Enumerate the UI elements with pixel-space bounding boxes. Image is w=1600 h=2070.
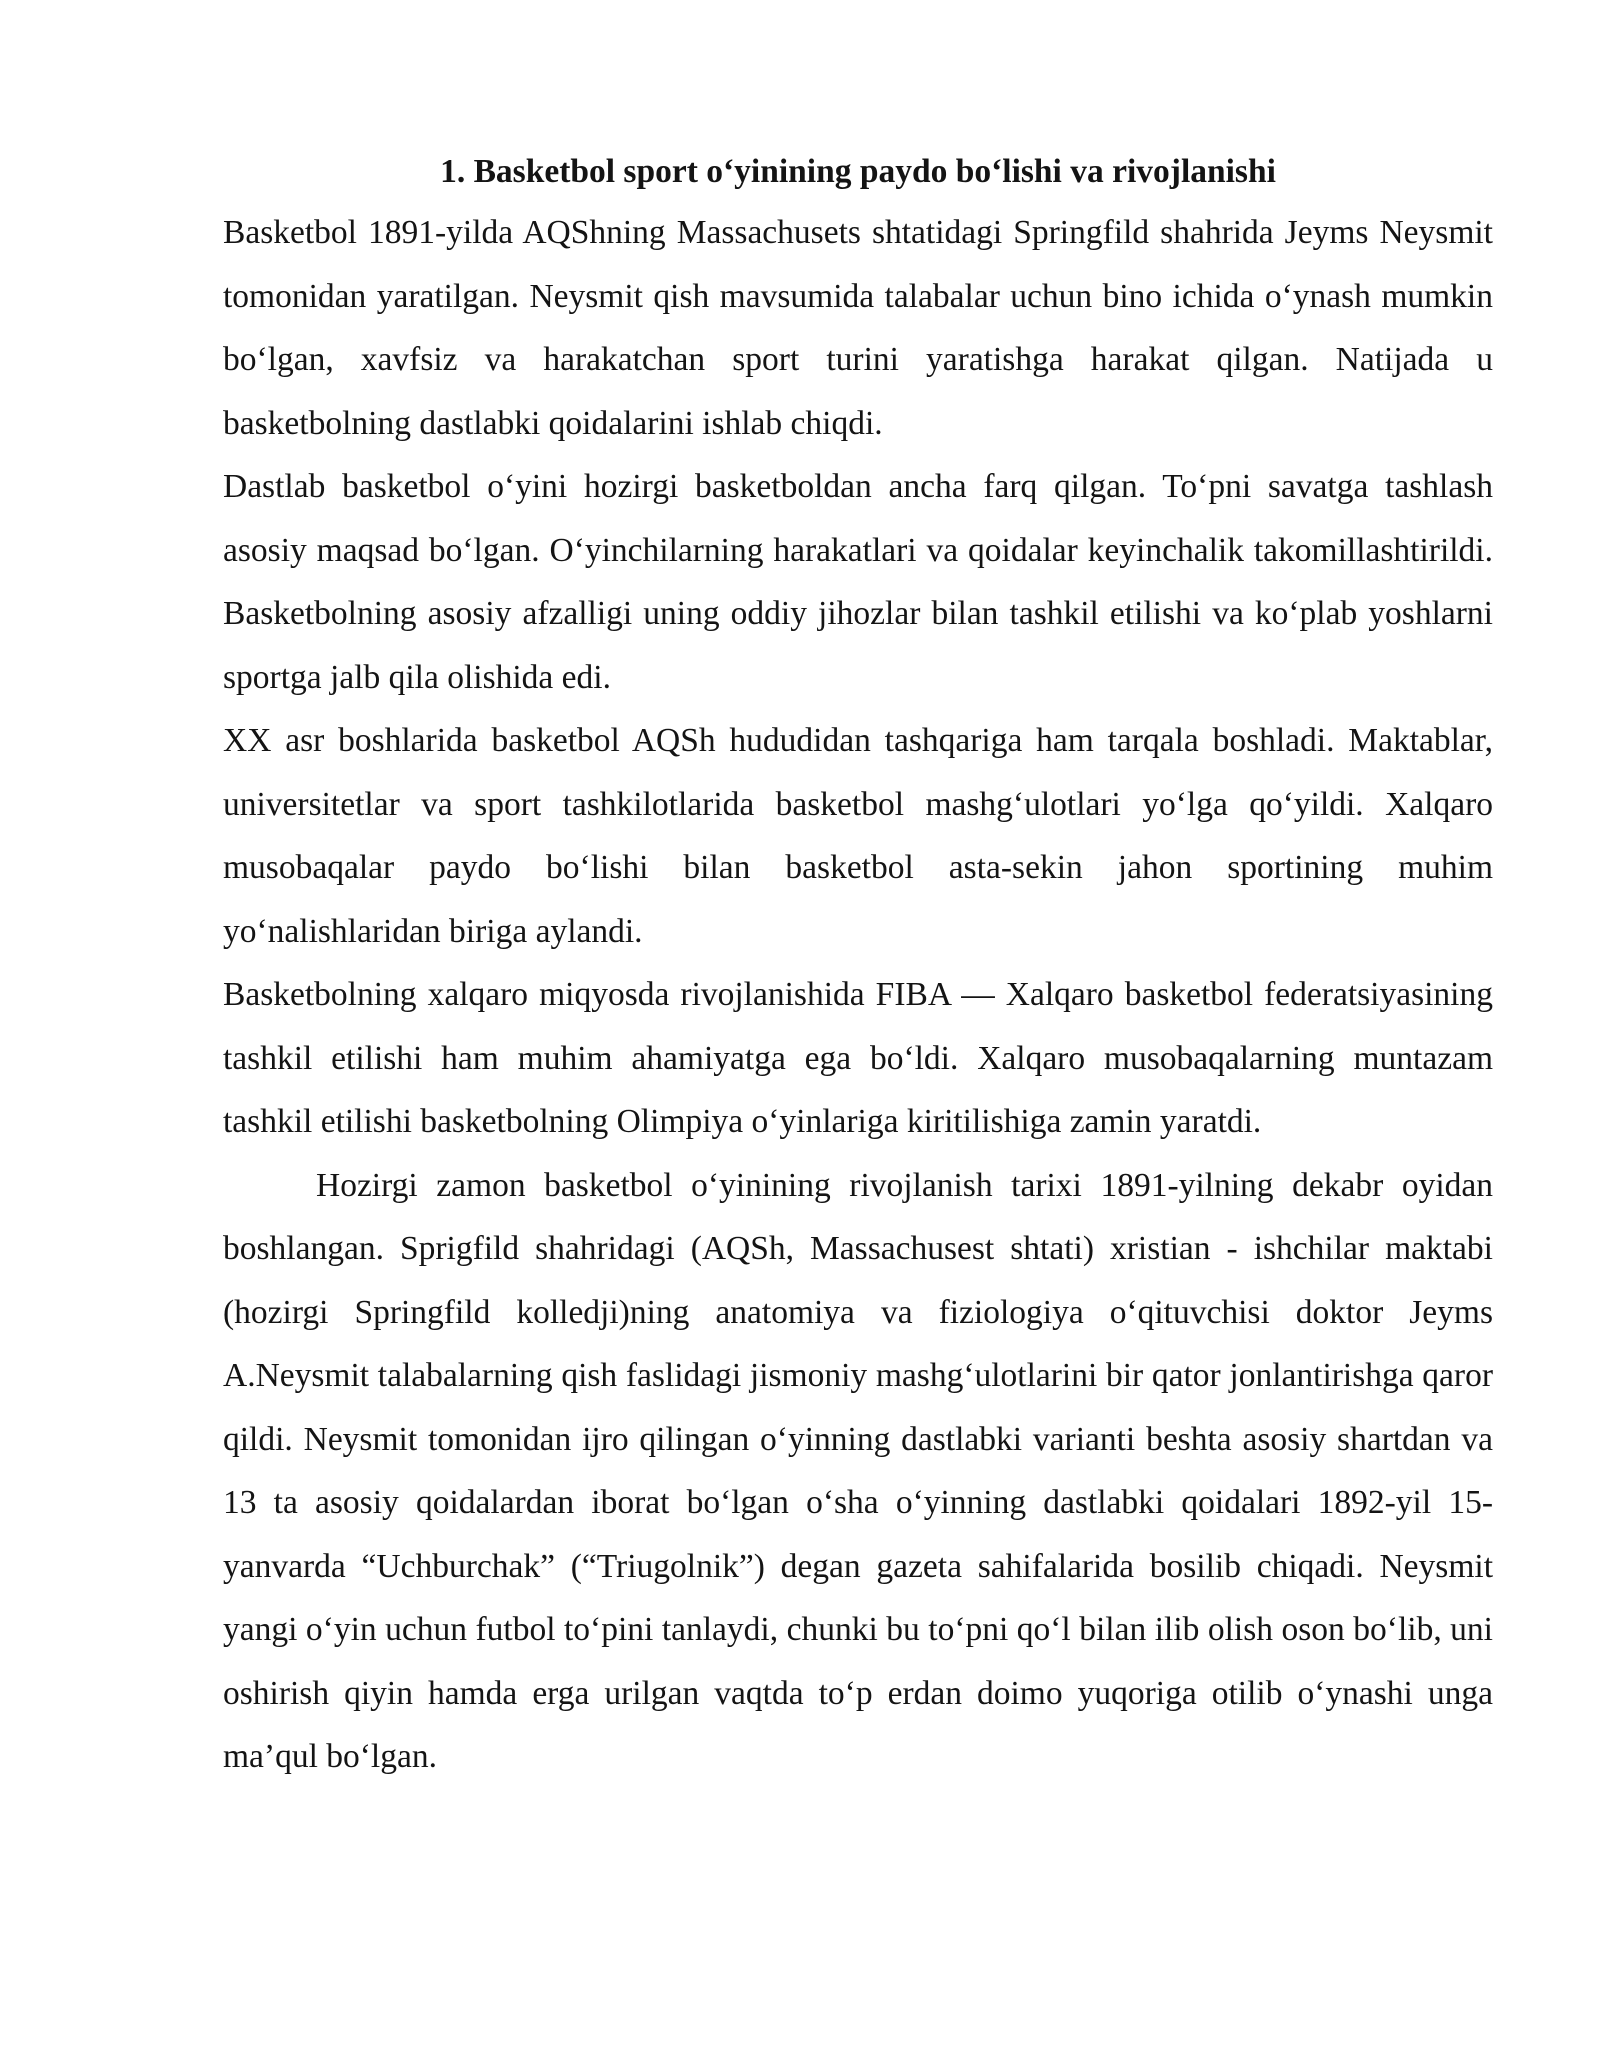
paragraph-early-rules: Dastlab basketbol o‘yini hozirgi basketboldan ancha farq qilgan. To‘pni savatga tashlash asosiy maqsad bo‘lgan. O‘yinchilarning harakatlari va qoidalar keyinchalik takomillashtirildi. Basketbolning asosiy afzalligi uning oddiy jihozlar bilan tashkil etilishi va ko‘plab yoshlarni sportga jalb qila olishida edi. [223,468,1493,696]
paragraph-origin: Basketbol 1891-yilda AQShning Massachusets shtatidagi Springfild shahrida Jeyms Neysmit tomonidan yaratilgan. Neysmit qish mavsumida talabalar uchun bino ichida o‘ynash mumkin bo‘lgan, xavfsiz va harakatchan sport turini yaratishga harakat qilgan. Natijada u basketbolning dastlabki qoidalarini ishlab chiqdi. [223,214,1493,442]
paragraph-fiba: Basketbolning xalqaro miqyosda rivojlanishida FIBA — Xalqaro basketbol federatsiyasining tashkil etilishi ham muhim ahamiyatga ega bo‘ldi. Xalqaro musobaqalarning muntazam tashkil etilishi basketbolning Olimpiya o‘yinlariga kiritilishiga zamin yaratdi. [223,976,1493,1140]
section-title: 1. Basketbol sport o‘yinining paydo bo‘lishi va rivojlanishi [440,153,1276,190]
paragraph-modern-history: Hozirgi zamon basketbol o‘yinining rivojlanish tarixi 1891-yilning dekabr oyidan boshlangan. Sprigfild shahridagi (AQSh, Massachusest shtati) xristian - ishchilar maktabi (hozirgi Springfild kolledji)ning anatomiya va fiziologiya o‘qituvchisi doktor Jeyms A.Neysmit talabalarning qish faslidagi jismoniy mashg‘ulotlarini bir qator jonlantirishga qaror qildi. Neysmit tomonidan ijro qilingan o‘yinning dastlabki varianti beshta asosiy shartdan va 13 ta asosiy qoidalardan iborat bo‘lgan o‘sha o‘yinning dastlabki qoidalari 1892-yil 15-yanvarda “Uchburchak” (“Triugolnik”) degan gazeta sahifalarida bosilib chiqadi. Neysmit yangi o‘yin uchun futbol to‘pini tanlaydi, chunki bu to‘pni qo‘l bilan ilib olish oson bo‘lib, uni oshirish qiyin hamda erga urilgan vaqtda to‘p erdan doimo yuqoriga otilib o‘ynashi unga ma’qul bo‘lgan. [223,1166,1493,1775]
paragraph-spread: XX asr boshlarida basketbol AQSh hududidan tashqariga ham tarqala boshladi. Maktablar, universitetlar va sport tashkilotlarida basketbol mashg‘ulotlari yo‘lga qo‘yildi. Xalqaro musobaqalar paydo bo‘lishi bilan basketbol asta-sekin jahon sportining muhim yo‘nalishlaridan biriga aylandi. [223,722,1493,950]
document-body [223,143,1493,1789]
